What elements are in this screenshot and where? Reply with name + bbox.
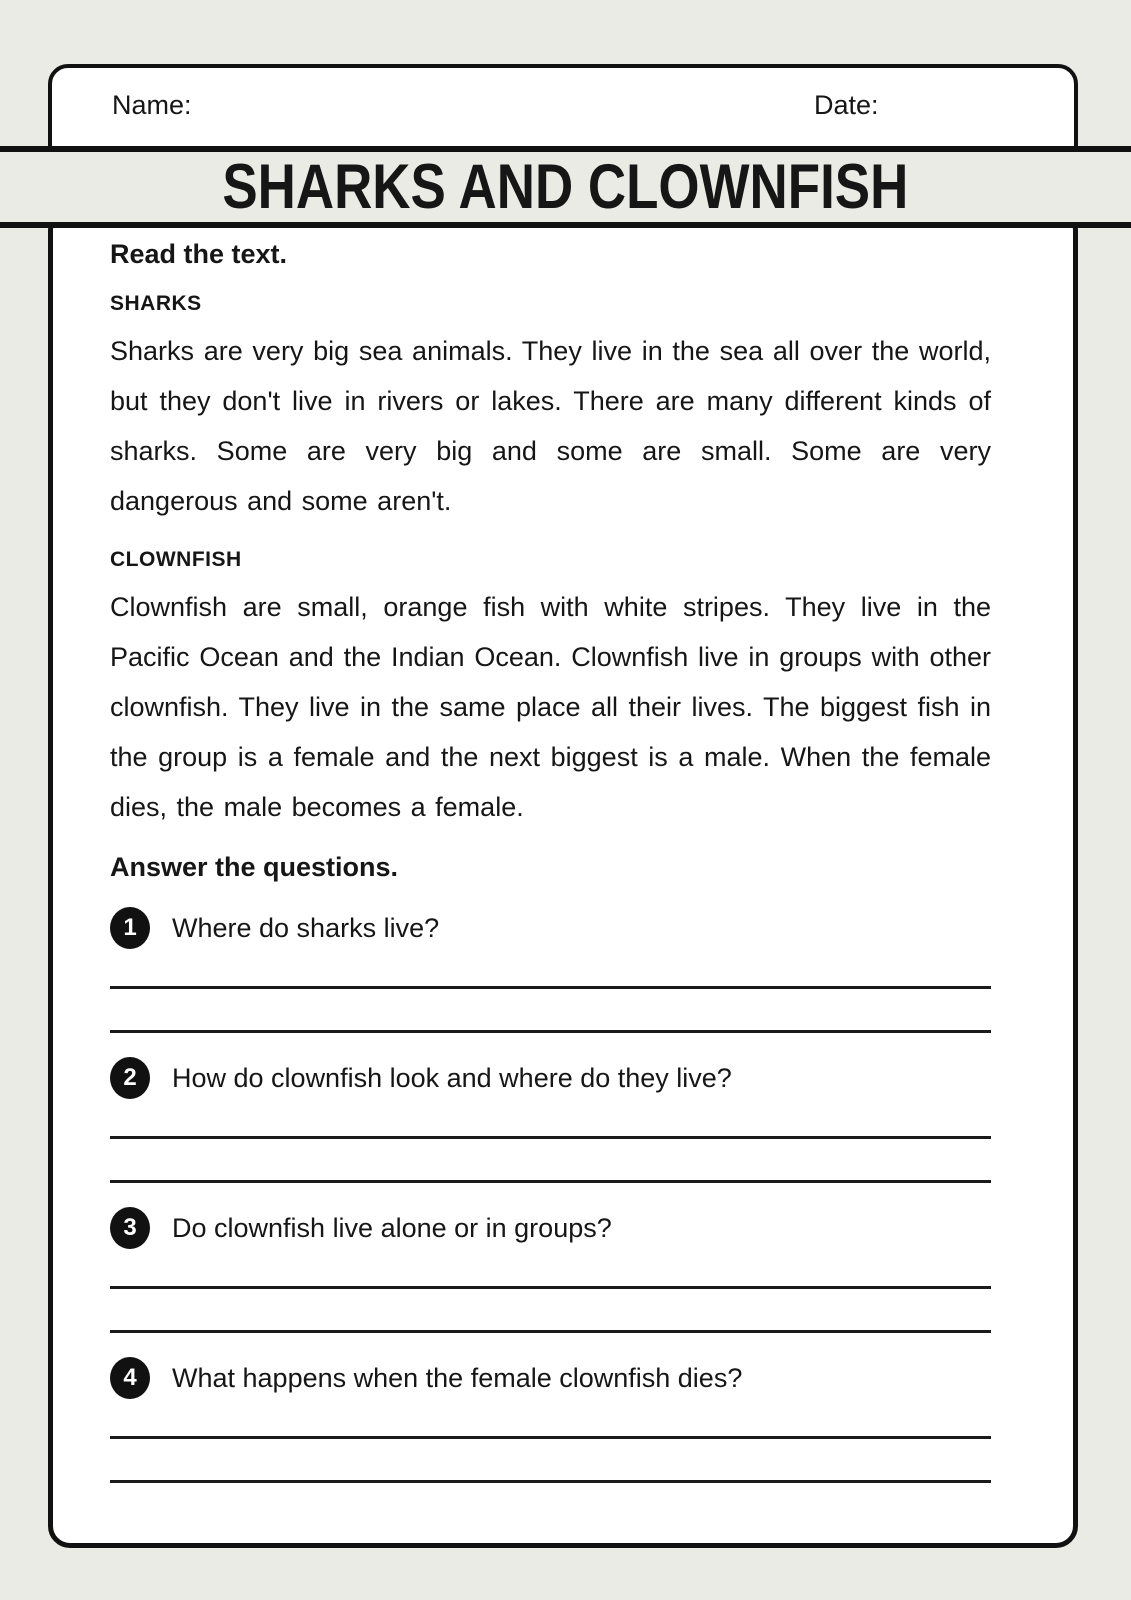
question-4-answer-line-1[interactable] — [110, 1399, 991, 1439]
date-input-area[interactable] — [890, 86, 1065, 128]
question-3-number-badge: 3 — [110, 1207, 150, 1249]
question-1-row — [110, 907, 991, 949]
question-4-number-badge: 4 — [110, 1357, 150, 1399]
question-2-number-badge: 2 — [110, 1057, 150, 1099]
question-4-row — [110, 1357, 991, 1399]
question-3-text: Do clownfish live alone or in groups? — [172, 1212, 612, 1243]
question-2-answer-line-1[interactable] — [110, 1099, 991, 1139]
question-1-answer-line-1[interactable] — [110, 949, 991, 989]
passage-heading-sharks: SHARKS — [110, 292, 202, 315]
name-input-area[interactable] — [202, 86, 762, 128]
question-3-answer-line-2[interactable] — [110, 1289, 991, 1333]
passage-heading-clownfish: CLOWNFISH — [110, 548, 242, 571]
question-4-answer-line-2[interactable] — [110, 1439, 991, 1483]
question-3-row — [110, 1207, 991, 1249]
question-4-text: What happens when the female clownfish dies? — [172, 1362, 743, 1393]
worksheet-body — [48, 208, 1078, 1548]
name-label: Name: — [112, 90, 192, 120]
question-2-text: How do clownfish look and where do they live? — [172, 1062, 732, 1093]
read-instruction: Read the text. — [110, 239, 288, 269]
question-2-row — [110, 1057, 991, 1099]
passage-text-sharks: Sharks are very big sea animals. They live in the sea all over the world, but they don't live in rivers or lakes. There are many different kinds of sharks. Some are very big and some are small. Some are very dangerous and some aren't. — [110, 336, 991, 516]
question-2-answer-line-2[interactable] — [110, 1139, 991, 1183]
page-title: SHARKS AND CLOWNFISH — [222, 152, 909, 222]
question-3-answer-line-1[interactable] — [110, 1249, 991, 1289]
passage-text-clownfish: Clownfish are small, orange fish with white stripes. They live in the Pacific Ocean and the Indian Ocean. Clownfish live in groups with other clownfish. They live in the same place all their lives. The biggest fish in the group is a female and the next biggest is a male. When the female dies, the male becomes a female. — [110, 592, 991, 822]
answer-instruction: Answer the questions. — [110, 852, 399, 882]
question-1-answer-line-2[interactable] — [110, 989, 991, 1033]
question-1-number-badge: 1 — [110, 907, 150, 949]
title-banner — [0, 146, 1131, 228]
question-1-text: Where do sharks live? — [172, 912, 440, 943]
question-3 — [110, 1207, 991, 1333]
question-1 — [110, 907, 991, 1033]
question-2 — [110, 1057, 991, 1183]
question-4 — [110, 1357, 991, 1483]
date-label: Date: — [814, 90, 879, 120]
